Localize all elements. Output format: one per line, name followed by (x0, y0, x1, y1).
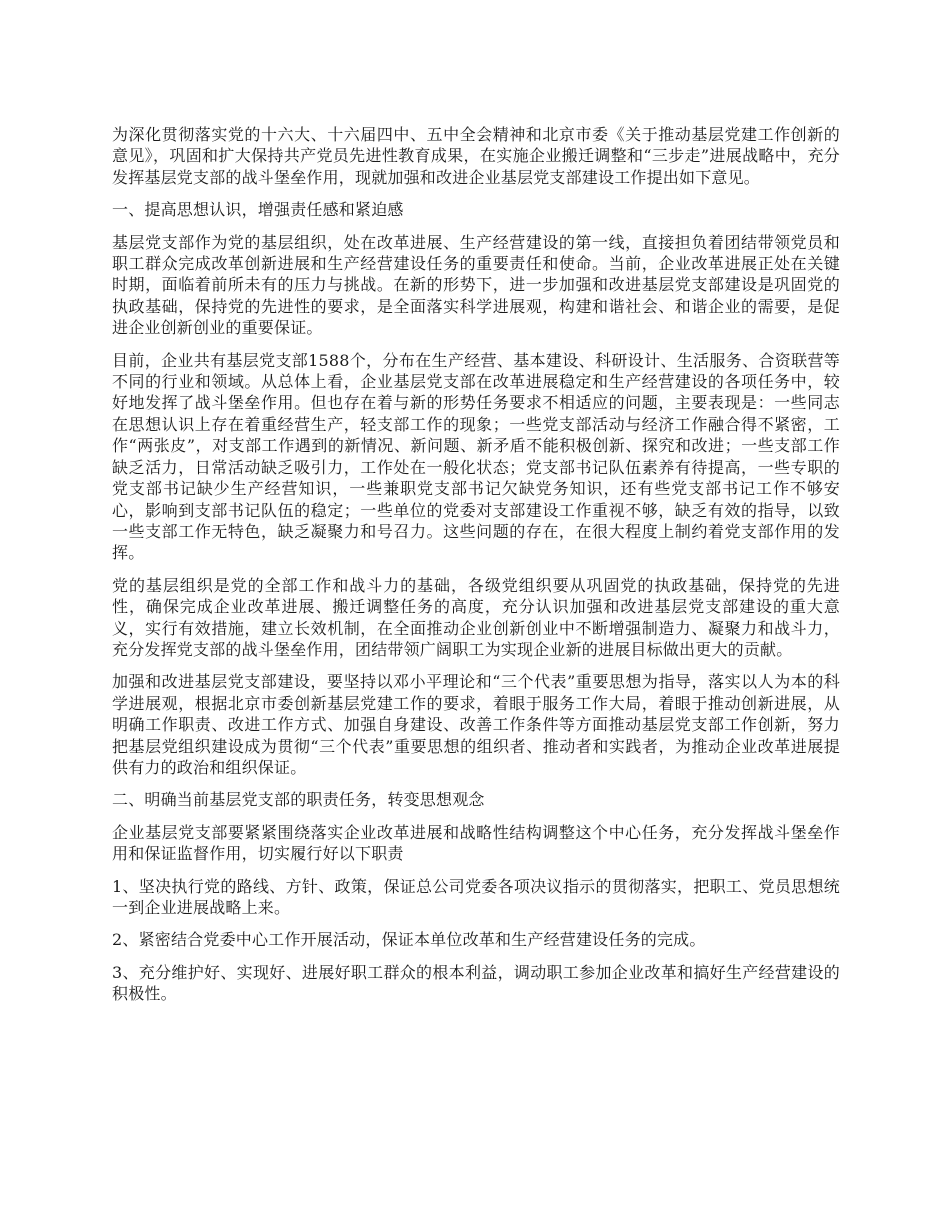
document-page (112, 124, 840, 1016)
section-heading-1: 一、提高思想认识，增强责任感和紧迫感 (112, 200, 404, 220)
list-item: 1、坚决执行党的路线、方针、政策，保证总公司党委各项决议指示的贯彻落实，把职工、党员思想统一到企业进展战略上来。 (112, 876, 840, 917)
intro-paragraph: 为深化贯彻落实党的十六大、十六届四中、五中全会精神和北京市委《关于推动基层党建工作创新的意见》，巩固和扩大保持共产党员先进性教育成果，在实施企业搬迁调整和“三步走”进展战略中，充分发挥基层党支部的战斗堡垒作用，现就加强和改进企业基层党支部建设工作提出如下意见。 (112, 125, 840, 187)
body-paragraph: 目前，企业共有基层党支部1588个，分布在生产经营、基本建设、科研设计、生活服务、合资联营等不同的行业和领域。从总体上看，企业基层党支部在改革进展稳定和生产经营建设的各项任务中，较好地发挥了战斗堡垒作用。但也存在着与新的形势任务要求不相适应的问题，主要表现是：一些同志在思想认识上存在着重经营生产，轻支部工作的现象；一些党支部活动与经济工作融合得不紧密，工作“两张皮”，对支部工作遇到的新情况、新问题、新矛盾不能积极创新、探究和改进；一些支部工作缺乏活力，日常活动缺乏吸引力，工作处在一般化状态；党支部书记队伍素养有待提高，一些专职的党支部书记缺少生产经营知识，一些兼职党支部书记欠缺党务知识，还有些党支部书记工作不够安心，影响到支部书记队伍的稳定；一些单位的党委对支部建设工作重视不够，缺乏有效的指导，以致一些支部工作无特色，缺乏凝聚力和号召力。这些问题的存在，在很大程度上制约着党支部作用的发挥。 (112, 350, 840, 563)
list-item: 3、充分维护好、实现好、进展好职工群众的根本利益，调动职工参加企业改革和搞好生产经营建设的积极性。 (112, 962, 840, 1004)
list-item: 2、紧密结合党委中心工作开展活动，保证本单位改革和生产经营建设任务的完成。 (112, 930, 706, 950)
body-paragraph: 加强和改进基层党支部建设，要坚持以邓小平理论和“三个代表”重要思想为指导，落实以人为本的科学进展观，根据北京市委创新基层党建工作的要求，着眼于服务工作大局，着眼于推动创新进展，从明确工作职责、改进工作方式、加强自身建设、改善工作条件等方面推动基层党支部工作创新，努力把基层党组织建设成为贯彻“三个代表”重要思想的组织者、推动者和实践者，为推动企业改革进展提供有力的政治和组织保证。 (112, 672, 840, 777)
body-paragraph: 企业基层党支部要紧紧围绕落实企业改革进展和战略性结构调整这个中心任务，充分发挥战斗堡垒作用和保证监督作用，切实履行好以下职责 (112, 822, 840, 864)
body-paragraph: 基层党支部作为党的基层组织，处在改革进展、生产经营建设的第一线，直接担负着团结带领党员和职工群众完成改革创新进展和生产经营建设任务的重要责任和使命。当前，企业改革进展正处在关键时期，面临着前所未有的压力与挑战。在新的形势下，进一步加强和改进基层党支部建设是巩固党的执政基础，保持党的先进性的要求，是全面落实科学进展观，构建和谐社会、和谐企业的需要，是促进企业创新创业的重要保证。 (112, 232, 840, 338)
body-paragraph: 党的基层组织是党的全部工作和战斗力的基础，各级党组织要从巩固党的执政基础，保持党的先进性，确保完成企业改革进展、搬迁调整任务的高度，充分认识加强和改进基层党支部建设的重大意义，实行有效措施，建立长效机制，在全面推动企业创新创业中不断增强制造力、凝聚力和战斗力，充分发挥党支部的战斗堡垒作用，团结带领广阔职工为实现企业新的进展目标做出更大的贡献。 (112, 575, 840, 659)
section-heading-2: 二、明确当前基层党支部的职责任务，转变思想观念 (112, 790, 485, 810)
